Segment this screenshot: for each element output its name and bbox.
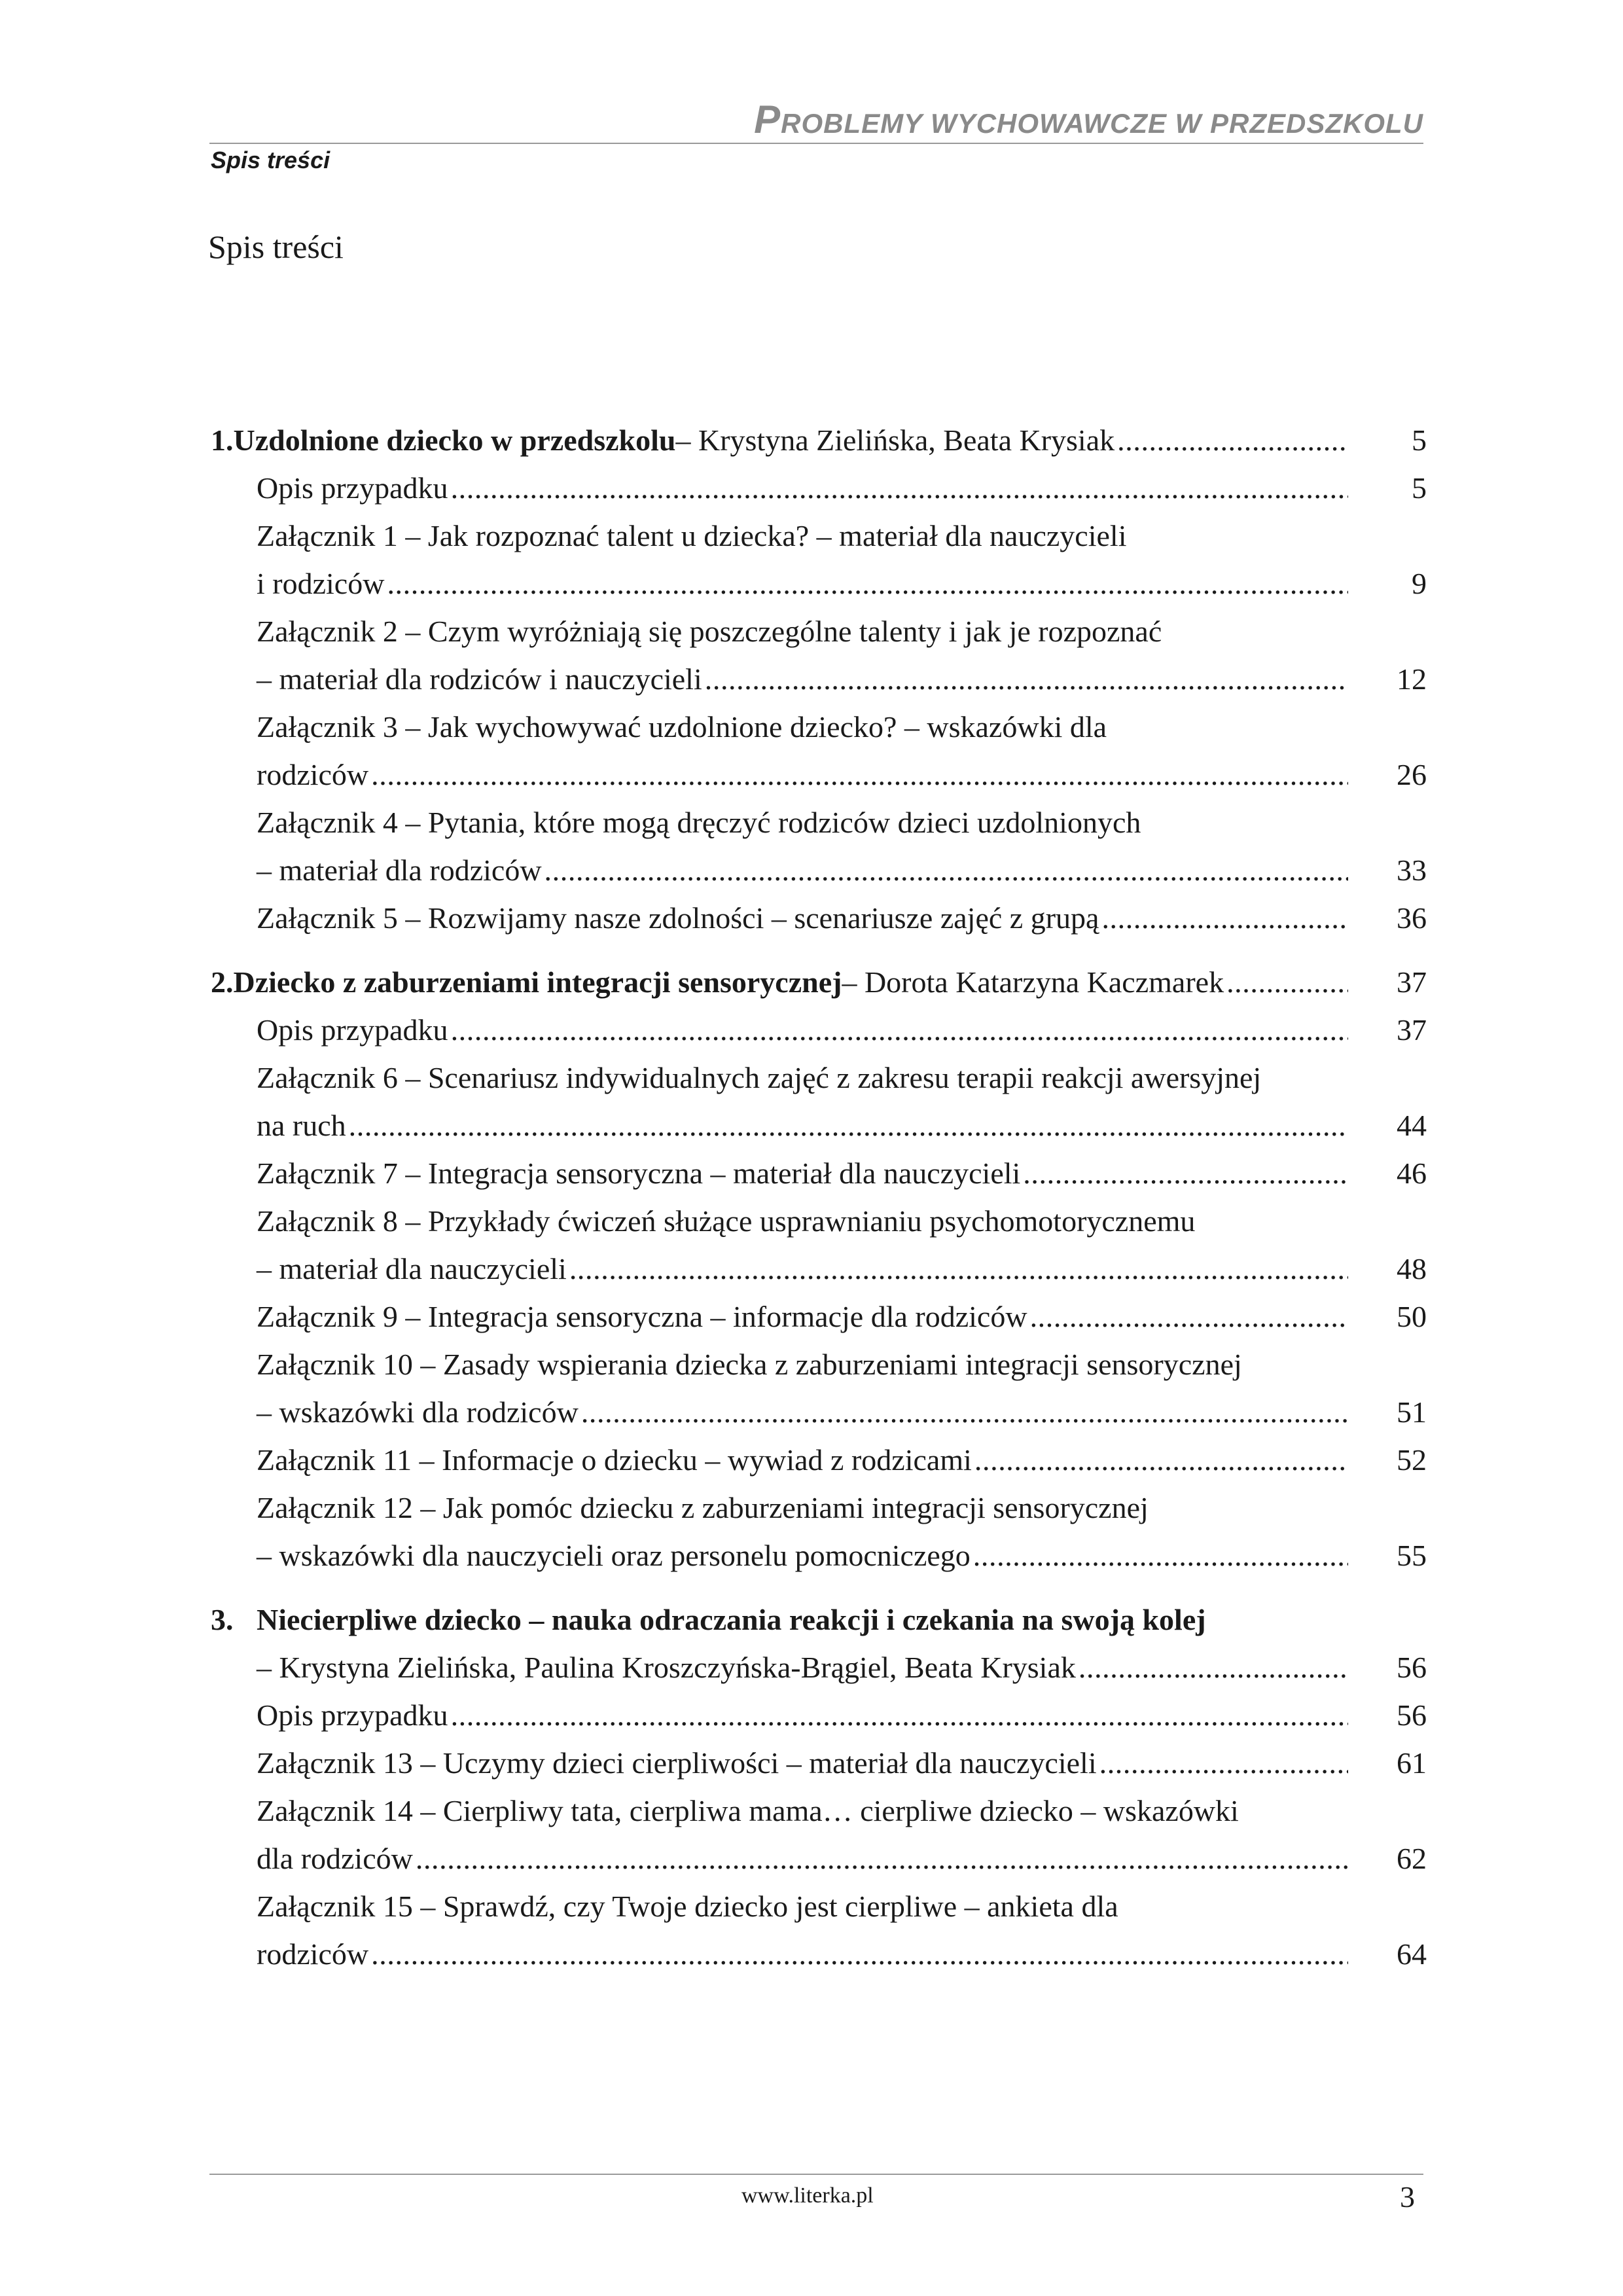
header-rule [209,143,1423,144]
header-title-initial: P [754,98,781,141]
dot-leader [705,655,1348,703]
entry-text: Załącznik 4 – Pytania, które mogą dręczyć rodziców dzieci uzdolnionych [257,806,1141,839]
dot-leader [349,1102,1348,1149]
dot-leader [569,1245,1348,1293]
entry-text: na ruch [257,1109,346,1142]
entry-text: – wskazówki dla nauczycieli oraz personelu pomocniczego [257,1539,971,1572]
page-number: 5 [1412,423,1427,457]
toc-entry[interactable] [211,1691,1427,1739]
entry-text: Opis przypadku [257,1698,448,1732]
dot-leader [451,464,1348,512]
entry-text: – wskazówki dla rodziców [257,1395,579,1429]
page-number: 56 [1397,1698,1427,1732]
entry-text: Opis przypadku [257,1013,448,1047]
toc-entry[interactable] [211,894,1427,942]
toc-entry-line[interactable] [211,798,1427,846]
page-number: 33 [1397,853,1427,887]
toc-entry[interactable] [211,1739,1427,1787]
page-title: Spis treści [208,228,344,265]
entry-text: Załącznik 2 – Czym wyróżniają się poszczególne talenty i jak je rozpoznać [257,615,1162,648]
section-authors: – Krystyna Zielińska, Paulina Kroszczyńska-Brągiel, Beata Krysiak [257,1651,1076,1684]
page-number: 37 [1397,1013,1427,1047]
toc-section [211,416,1427,942]
page-number: 37 [1397,965,1427,999]
toc-entry-line[interactable] [211,1340,1427,1388]
toc-entry[interactable] [211,464,1427,512]
entry-text: dla rodziców [257,1842,413,1875]
entry-text: rodziców [257,1937,369,1971]
entry-text: Załącznik 7 – Integracja sensoryczna – materiał dla nauczycieli [257,1157,1021,1190]
dot-leader [1101,894,1348,942]
toc-entry[interactable] [211,1930,1427,1978]
entry-text: Załącznik 13 – Uczymy dzieci cierpliwości – materiał dla nauczycieli [257,1746,1097,1780]
footer-page-number: 3 [1400,2180,1415,2214]
entry-text: Załącznik 11 – Informacje o dziecku – wywiad z rodzicami [257,1443,972,1477]
page-number: 36 [1397,901,1427,935]
section-number: 2. [211,965,234,999]
toc-entry[interactable] [211,1293,1427,1340]
toc-entry-line[interactable] [211,1484,1427,1532]
toc-entry-line[interactable] [211,512,1427,560]
section-title: Uzdolnione dziecko w przedszkolu [233,423,676,457]
toc-entry-line[interactable] [211,1197,1427,1245]
toc-entry[interactable] [211,1532,1427,1579]
footer-rule [209,2174,1423,2175]
entry-text: – materiał dla rodziców [257,853,542,887]
toc-entry[interactable] [211,1835,1427,1882]
entry-text: Załącznik 1 – Jak rozpoznać talent u dziecka? – materiał dla nauczycieli [257,519,1127,552]
entry-text: rodziców [257,758,369,791]
toc-entry[interactable] [211,655,1427,703]
toc-section-heading[interactable] [211,958,1427,1006]
toc-entry-line[interactable] [211,1787,1427,1835]
toc-section-heading[interactable] [211,416,1427,464]
entry-text: Załącznik 15 – Sprawdź, czy Twoje dziecko jest cierpliwe – ankieta dla [257,1890,1118,1923]
toc-entry-line[interactable] [211,607,1427,655]
section-number: 1. [211,423,234,457]
entry-text: Załącznik 6 – Scenariusz indywidualnych zajęć z zakresu terapii reakcji awersyjnej [257,1061,1262,1094]
section-authors: – Krystyna Zielińska, Beata Krysiak [675,423,1115,457]
entry-text: Opis przypadku [257,471,448,505]
entry-text: Załącznik 9 – Integracja sensoryczna – informacje dla rodziców [257,1300,1027,1333]
dot-leader [1117,416,1348,464]
page-number: 51 [1397,1395,1427,1429]
dot-leader [1023,1149,1348,1197]
section-title: Niecierpliwe dziecko – nauka odraczania reakcji i czekania na swoją kolej [257,1603,1206,1636]
section-title: Dziecko z zaburzeniami integracji sensorycznej [233,965,842,999]
entry-text: Załącznik 5 – Rozwijamy nasze zdolności – scenariusze zajęć z grupą [257,901,1099,935]
entry-text: – materiał dla rodziców i nauczycieli [257,662,702,696]
toc-entry[interactable] [211,846,1427,894]
page-number: 64 [1397,1937,1427,1971]
toc-entry-line[interactable] [211,703,1427,751]
entry-text: – materiał dla nauczycieli [257,1252,567,1285]
entry-text: Załącznik 3 – Jak wychowywać uzdolnione dziecko? – wskazówki dla [257,710,1107,744]
page-number: 26 [1397,758,1427,791]
page-number: 56 [1397,1651,1427,1684]
toc-entry[interactable] [211,1149,1427,1197]
toc-entry[interactable] [211,1388,1427,1436]
entry-text: Załącznik 10 – Zasady wspierania dziecka z zaburzeniami integracji sensorycznej [257,1348,1242,1381]
page-number: 12 [1397,662,1427,696]
footer-url: www.literka.pl [741,2183,874,2208]
dot-leader [371,751,1348,798]
section-authors: – Dorota Katarzyna Kaczmarek [842,965,1224,999]
header-title-rest: ROBLEMY WYCHOWAWCZE W PRZEDSZKOLU [781,108,1423,139]
running-header-title [754,97,1423,142]
entry-text: i rodziców [257,567,385,600]
page-number: 46 [1397,1157,1427,1190]
page-number: 5 [1412,471,1427,505]
toc-section [211,1596,1427,1978]
toc-entry[interactable] [211,751,1427,798]
dot-leader [581,1388,1348,1436]
toc-entry[interactable] [211,1006,1427,1054]
section-authors-line[interactable] [211,1643,1427,1691]
section-number: 3. [211,1603,234,1636]
entry-text: Załącznik 12 – Jak pomóc dziecku z zaburzeniami integracji sensorycznej [257,1491,1149,1524]
dot-leader [451,1691,1348,1739]
toc-entry-line[interactable] [211,1882,1427,1930]
entry-text: Załącznik 14 – Cierpliwy tata, cierpliwa mama… cierpliwe dziecko – wskazówki [257,1794,1239,1827]
page-number: 55 [1397,1539,1427,1572]
dot-leader [973,1532,1348,1579]
page-number: 52 [1397,1443,1427,1477]
dot-leader [451,1006,1348,1054]
entry-text: Załącznik 8 – Przykłady ćwiczeń służące usprawnianiu psychomotorycznemu [257,1204,1196,1238]
page-number: 61 [1397,1746,1427,1780]
toc-entry-line[interactable] [211,1054,1427,1102]
dot-leader [974,1436,1348,1484]
dot-leader [1079,1643,1348,1691]
dot-leader [387,560,1348,607]
page-number: 44 [1397,1109,1427,1142]
toc-entry[interactable] [211,1102,1427,1149]
table-of-contents [211,416,1427,1994]
dot-leader [1030,1293,1348,1340]
running-header-section: Spis treści [211,147,330,173]
dot-leader [1226,958,1348,1006]
dot-leader [371,1930,1348,1978]
toc-section [211,958,1427,1579]
toc-entry[interactable] [211,1245,1427,1293]
toc-entry[interactable] [211,1436,1427,1484]
toc-entry[interactable] [211,560,1427,607]
dot-leader [1099,1739,1348,1787]
page-number: 62 [1397,1842,1427,1875]
page-number: 9 [1412,567,1427,600]
dot-leader [416,1835,1348,1882]
page-number: 48 [1397,1252,1427,1285]
page-number: 50 [1397,1300,1427,1333]
dot-leader [544,846,1348,894]
toc-section-heading[interactable] [211,1596,1427,1643]
